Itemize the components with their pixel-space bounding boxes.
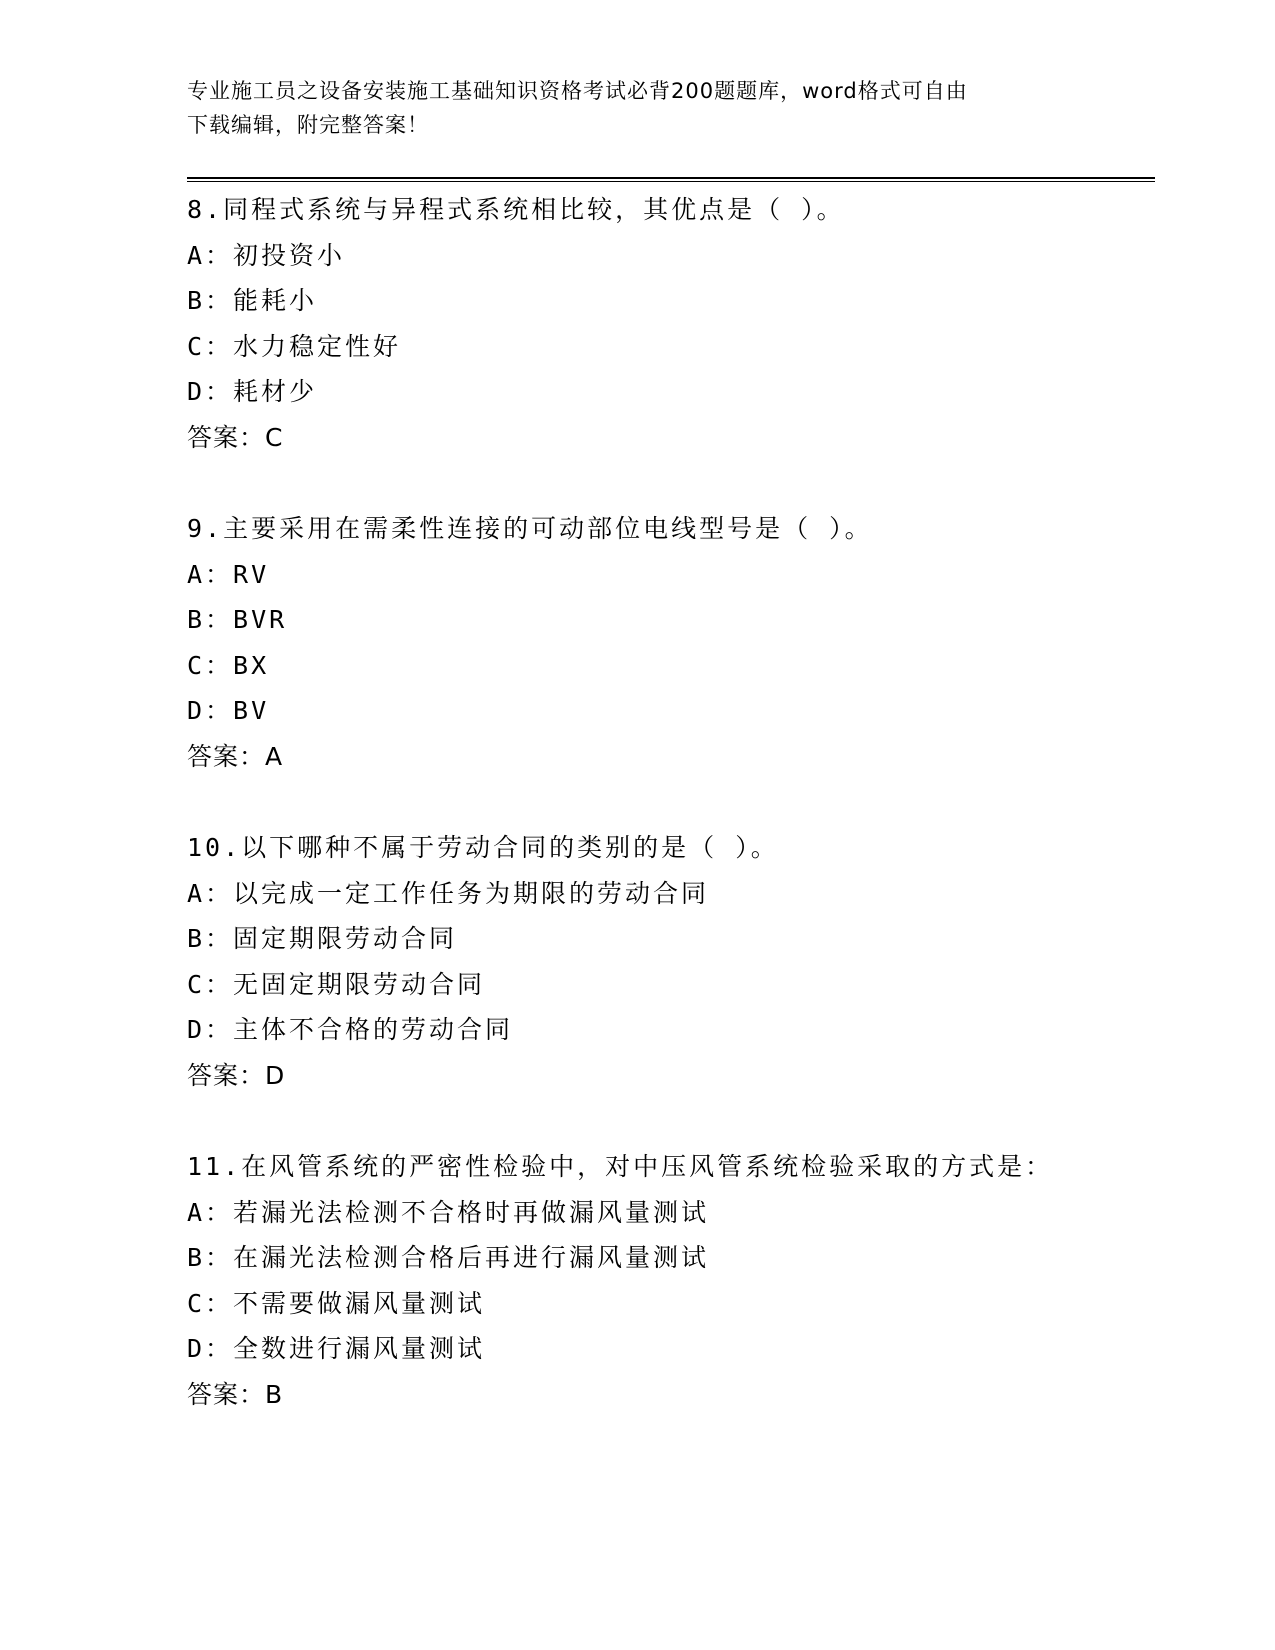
- option-c: C：BX: [187, 650, 270, 680]
- answer-line: 答案：C: [187, 422, 284, 452]
- option-d: D：全数进行漏风量测试: [187, 1334, 486, 1363]
- question-9: [187, 506, 1187, 779]
- question-stem: 10.以下哪种不属于劳动合同的类别的是（ ）。: [187, 833, 779, 862]
- option-b: B：在漏光法检测合格后再进行漏风量测试: [187, 1243, 710, 1272]
- option-a: A：以完成一定工作任务为期限的劳动合同: [187, 878, 710, 908]
- option-b: B：固定期限劳动合同: [187, 924, 458, 953]
- header-title-line-1: 专业施工员之设备安装施工基础知识资格考试必背200题题库，word格式可自由: [187, 79, 968, 103]
- question-11: [187, 1144, 1187, 1417]
- option-a: A：初投资小: [187, 240, 346, 270]
- option-b: B：能耗小: [187, 286, 318, 315]
- answer-line: 答案：B: [187, 1379, 284, 1409]
- option-a: A：若漏光法检测不合格时再做漏风量测试: [187, 1197, 710, 1227]
- option-c: C：无固定期限劳动合同: [187, 969, 486, 999]
- question-stem: 9.主要采用在需柔性连接的可动部位电线型号是（ ）。: [187, 514, 873, 543]
- option-d: D：耗材少: [187, 377, 318, 406]
- header-rule-thin: [187, 181, 1155, 182]
- question-stem: 8.同程式系统与异程式系统相比较，其优点是（ ）。: [187, 195, 845, 224]
- option-b: B：BVR: [187, 605, 288, 634]
- question-stem: 11.在风管系统的严密性检验中，对中压风管系统检验采取的方式是：: [187, 1152, 1054, 1181]
- document-header: [187, 74, 1067, 142]
- question-list: [187, 187, 1187, 1463]
- option-d: D：主体不合格的劳动合同: [187, 1015, 514, 1044]
- answer-line: 答案：D: [187, 1060, 286, 1090]
- option-c: C：不需要做漏风量测试: [187, 1288, 486, 1318]
- question-8: [187, 187, 1187, 460]
- option-d: D：BV: [187, 696, 270, 725]
- header-title-line-2: 下载编辑，附完整答案！: [187, 113, 429, 137]
- question-10: [187, 825, 1187, 1098]
- answer-line: 答案：A: [187, 741, 284, 771]
- option-a: A：RV: [187, 559, 270, 589]
- header-rule-thick: [187, 177, 1155, 179]
- option-c: C：水力稳定性好: [187, 331, 402, 361]
